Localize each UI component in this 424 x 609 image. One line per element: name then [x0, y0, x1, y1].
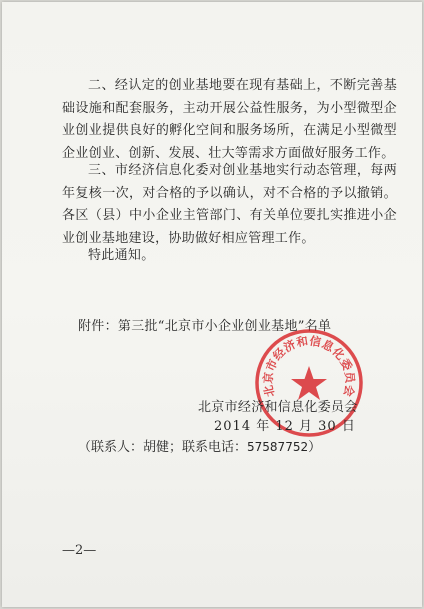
closing-notice: 特此通知。: [88, 248, 155, 263]
attachment-line: 附件：第三批“北京市小企业创业基地”名单: [78, 319, 332, 334]
issue-date: 2014 年 12 月 30 日: [214, 419, 356, 434]
contact-label: （联系人：胡健；联系电话：: [78, 440, 248, 455]
document-page: [2, 2, 422, 607]
seal-star-icon: [291, 366, 327, 400]
contact-suffix: ）: [308, 440, 322, 455]
contact-phone: 57587752: [247, 440, 309, 454]
paragraph-2: 二、经认定的创业基地要在现有基础上，不断完善基础设施和配套服务，主动开展公益性服务，为小型微型企业创业提供良好的孵化空间和服务场所，在满足小型微型企业创业、创新、发展、壮大等需求方面做好服务工作。: [62, 78, 397, 161]
contact-line: [78, 436, 321, 455]
issuer-name: 北京市经济和信息化委员会: [198, 400, 358, 415]
page-number: —2—: [62, 543, 97, 558]
seal-text: 北京市经济和信息化委员会: [260, 333, 358, 399]
paragraph-3: 三、市经济信息化委对创业基地实行动态管理，每两年复核一次，对合格的予以确认，对不合格的予以撤销。各区（县）中小企业主管部门、有关单位要扎实推进小企业创业基地建设，协助做好相应管理工作。: [62, 163, 397, 246]
